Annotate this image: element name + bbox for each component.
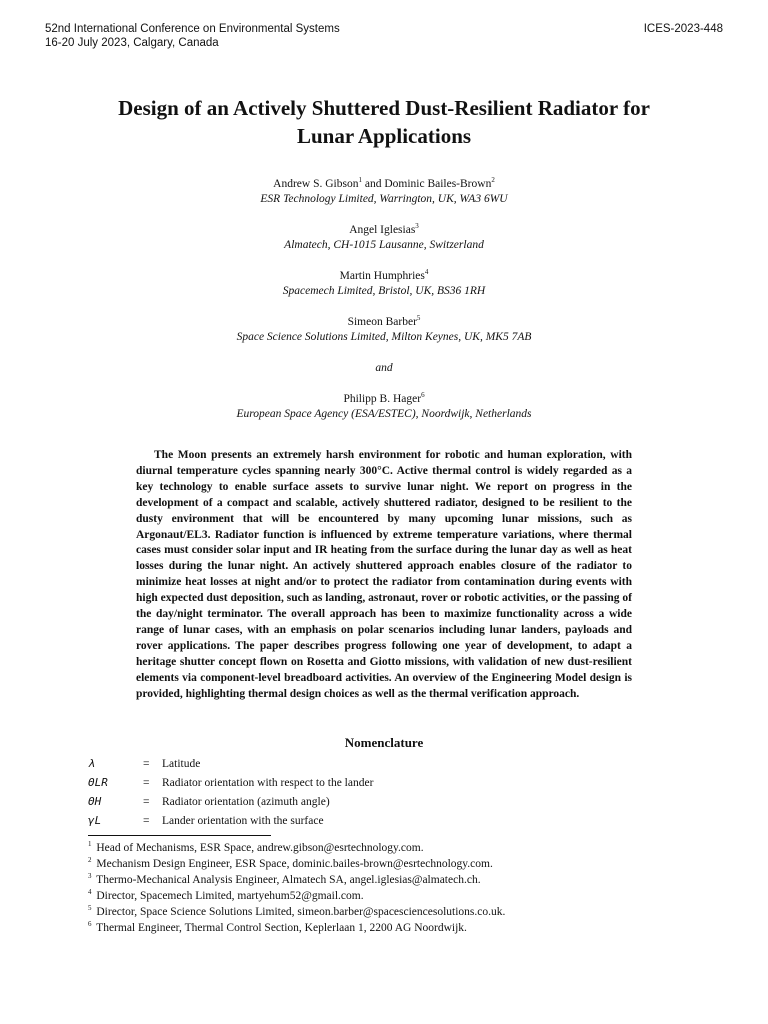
conference-name: 52nd International Conference on Environmental Systems [45, 23, 340, 35]
footnote-number: 2 [88, 856, 92, 865]
footnote-text: Director, Spacemech Limited, martyehum52@gmail.com. [93, 890, 364, 902]
nomenclature-definition: Lander orientation with the surface [162, 814, 324, 827]
footnote-number: 6 [88, 920, 92, 929]
nomenclature-definition: Radiator orientation with respect to the lander [162, 776, 374, 789]
running-header-left [45, 22, 340, 50]
author-block-5 [60, 392, 708, 422]
nomenclature-symbol: λ [88, 757, 95, 770]
footnote-text: Head of Mechanisms, ESR Space, andrew.gibson@esrtechnology.com. [93, 842, 424, 854]
paper-title [60, 94, 708, 150]
nomenclature-definition: Latitude [162, 757, 201, 770]
author-affiliation: Almatech, CH-1015 Lausanne, Switzerland [284, 239, 484, 251]
author-block-1 [60, 177, 708, 207]
footnote-text: Thermo-Mechanical Analysis Engineer, Almatech SA, angel.iglesias@almatech.ch. [93, 874, 481, 886]
author-sup: 5 [416, 314, 421, 323]
author-name-2: and Dominic Bailes-Brown [361, 178, 492, 190]
author-names [60, 392, 708, 407]
footnote-number: 4 [88, 888, 92, 897]
footnote [88, 840, 728, 856]
author-sup-2: 2 [491, 176, 495, 185]
author-names [60, 315, 708, 330]
nomenclature-title: Nomenclature [344, 735, 424, 750]
author-affiliation: European Space Agency (ESA/ESTEC), Noordwijk, Netherlands [236, 408, 532, 420]
author-name: Angel Iglesias [349, 224, 416, 236]
footnote [88, 920, 728, 936]
conference-dates: 16-20 July 2023, Calgary, Canada [45, 37, 219, 49]
footnote-number: 5 [88, 904, 92, 913]
author-list [60, 177, 708, 438]
author-sup: 3 [415, 222, 419, 231]
footnote [88, 888, 728, 904]
footnote [88, 856, 728, 872]
abstract: The Moon presents an extremely harsh environment for robotic and human exploration, with diurnal temperature cycles spanning nearly 300°C. Active thermal control is widely regarded as a key technology to enable surface assets to survive lunar night. We report on progress in the development of a compact and scalable, actively shuttered radiator, designed to be resilient to the dusty environment that will be encountered by many upcoming lunar missions, such as Argonaut/EL3. Radiator function is influenced by extreme temperature variations, where thermal cases must consider solar input and IR heating from the surface during the lunar day as well as heat losses during the lunar night. An actively shuttered approach enables closure of the radiator to minimize heat losses at night and/or to protect the radiator from contamination during events with high expected dust deposition, such as landing, astronaut, rover or robotic activities, or the passing of the day/night terminator. The overall approach has been to maximize functionality across a wide range of lunar cases, with an emphasis on polar scenarios including lunar landers, payloads and rover applications. The paper describes progress following one year of development, to adapt a heritage shutter concept flown on Rosetta and Giotto missions, with validation of new dust-resilient elements via component-level breadboard activities. An overview of the Engineering Model design is provided, highlighting thermal design choices as well as the thermal verification approach. [136, 449, 632, 700]
nomenclature-symbol: ΘLR [88, 776, 108, 789]
author-block-2 [60, 223, 708, 253]
footnote [88, 904, 728, 920]
nomenclature-definition: Radiator orientation (azimuth angle) [162, 795, 330, 808]
nomenclature-row [88, 811, 688, 830]
author-sup: 6 [421, 391, 425, 400]
title-line-1: Design of an Actively Shuttered Dust-Resilient Radiator for [118, 96, 650, 120]
author-name: Martin Humphries [339, 270, 425, 282]
author-name: Simeon Barber [347, 316, 417, 328]
title-line-2: Lunar Applications [296, 124, 472, 148]
author-names [60, 177, 708, 192]
nomenclature-symbol: ΘH [88, 795, 102, 808]
author-names [60, 223, 708, 238]
nomenclature-equals: = [143, 814, 150, 827]
author-sup: 1 [358, 176, 362, 185]
footnote [88, 872, 728, 888]
nomenclature-equals: = [143, 795, 150, 808]
nomenclature-symbol: γL [88, 814, 102, 827]
footnote-text: Mechanism Design Engineer, ESR Space, dominic.bailes-brown@esrtechnology.com. [93, 858, 493, 870]
nomenclature-equals: = [143, 757, 150, 770]
paper-id: ICES-2023-448 [643, 23, 723, 35]
nomenclature-row [88, 773, 688, 792]
footnotes [88, 840, 728, 936]
author-affiliation: Space Science Solutions Limited, Milton Keynes, UK, MK5 7AB [236, 331, 532, 343]
footnote-text: Director, Space Science Solutions Limited, simeon.barber@spacesciencesolutions.co.uk. [93, 906, 506, 918]
author-affiliation: Spacemech Limited, Bristol, UK, BS36 1RH [282, 285, 486, 297]
author-names [60, 269, 708, 284]
nomenclature-row [88, 792, 688, 811]
author-sup: 4 [424, 268, 429, 277]
nomenclature-list [88, 754, 688, 830]
author-name: Philipp B. Hager [343, 393, 422, 405]
author-name: Andrew S. Gibson [273, 178, 359, 190]
nomenclature-row [88, 754, 688, 773]
footnote-text: Thermal Engineer, Thermal Control Section, Keplerlaan 1, 2200 AG Noordwijk. [93, 922, 467, 934]
footnote-number: 1 [88, 840, 92, 849]
nomenclature-equals: = [143, 776, 150, 789]
author-block-3 [60, 269, 708, 299]
footnote-number: 3 [88, 872, 92, 881]
author-block-4 [60, 315, 708, 345]
footnote-divider [88, 835, 271, 836]
author-affiliation: ESR Technology Limited, Warrington, UK, WA3 6WU [260, 193, 508, 205]
and-separator: and [375, 362, 393, 374]
